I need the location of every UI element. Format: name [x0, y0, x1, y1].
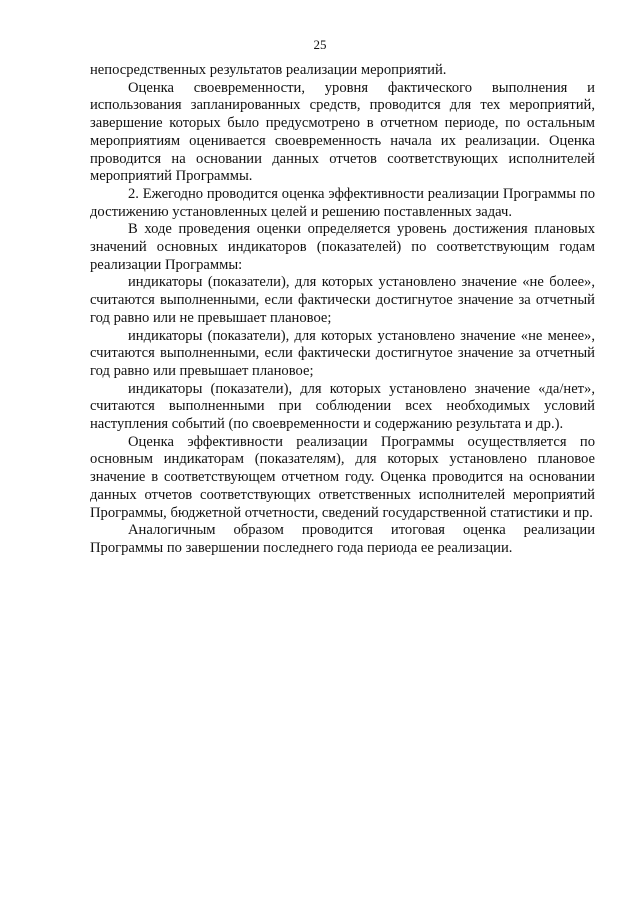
- paragraph-annual-assessment: 2. Ежегодно проводится оценка эффективности реализации Программы по достижению установленных целей и решению поставленных задач.: [90, 185, 595, 220]
- paragraph-timeliness-assessment: Оценка своевременности, уровня фактического выполнения и использования запланированных средств, проводится для тех мероприятий, завершение которых было предусмотрено в отчетном периоде, по остальным мероприятиям оценивается своевременность начала их реализации. Оценка проводится на основании данных отчетов соответствующих исполнителей мероприятий Программы.: [90, 79, 595, 185]
- paragraph-indicator-not-less: индикаторы (показатели), для которых установлено значение «не менее», считаются выполненными, если фактически достигнутое значение за отчетный год равно или превышает плановое;: [90, 327, 595, 379]
- paragraph-continuation: непосредственных результатов реализации мероприятий.: [90, 62, 447, 78]
- paragraph-final-assessment: Аналогичным образом проводится итоговая оценка реализации Программы по завершении последнего года периода ее реализации.: [90, 522, 595, 556]
- paragraph-indicator-yes-no: индикаторы (показатели), для которых установлено значение «да/нет», считаются выполненными при соблюдении всех необходимых условий наступления событий (по своевременности и содержанию результата и др.).: [90, 380, 595, 433]
- paragraph-indicator-level: В ходе проведения оценки определяется уровень достижения плановых значений основных индикаторов (показателей) по соответствующим годам реализации Программы:: [90, 221, 595, 273]
- paragraph-efficiency-assessment: Оценка эффективности реализации Программы осуществляется по основным индикаторам (показателям), для которых установлено плановое значение в соответствующем отчетном году. Оценка проводится на основании данных отчетов соответствующих ответственных исполнителей мероприятий Программы, бюджетной отчетности, сведений государственной статистики и пр.: [90, 433, 595, 521]
- document-body: [90, 62, 595, 558]
- page-number: 25: [313, 37, 327, 52]
- paragraph-indicator-not-more: индикаторы (показатели), для которых установлено значение «не более», считаются выполненными, если фактически достигнутое значение за отчетный год равно или не превышает плановое;: [90, 274, 595, 326]
